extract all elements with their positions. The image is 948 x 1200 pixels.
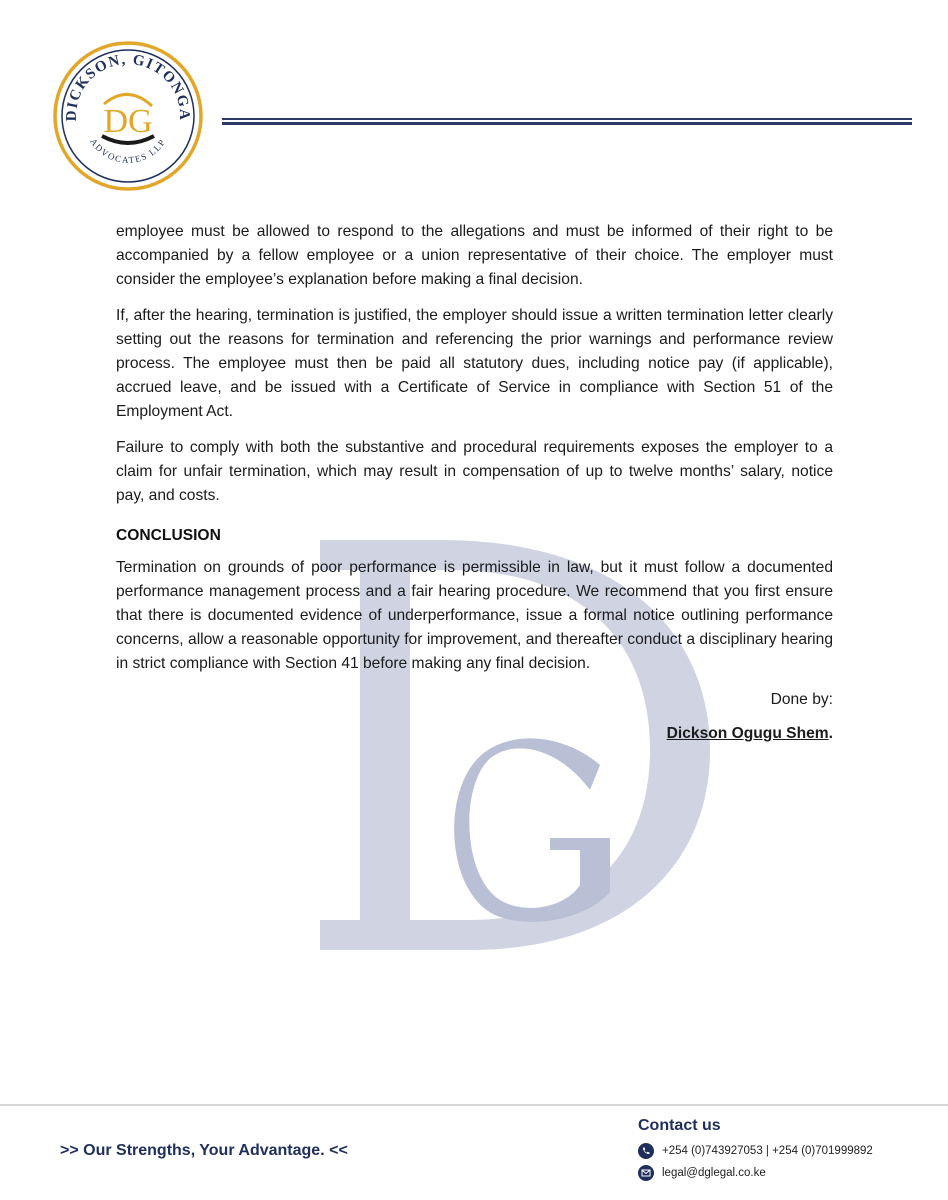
email-link[interactable]: legal@dglegal.co.ke <box>662 1167 766 1179</box>
logo-monogram: DG <box>103 103 153 140</box>
logo-bottom-text: ADVOCATES LLP <box>88 136 168 166</box>
done-by-label: Done by: <box>770 691 833 708</box>
signoff <box>116 688 833 746</box>
footer-rule <box>0 1104 948 1106</box>
contact-title: Contact us <box>638 1117 721 1134</box>
header-rule <box>222 118 912 128</box>
contact-block <box>638 1117 938 1187</box>
firm-logo <box>52 40 204 192</box>
logo-top-text: DICKSON, GITONGA <box>63 51 193 122</box>
body-paragraph: Failure to comply with both the substantive and procedural requirements exposes the employer to a claim for unfair termination, which may result in compensation of up to twelve months’ salary, notice pay, and costs. <box>116 439 833 504</box>
signatory-suffix: . <box>828 725 833 742</box>
signatory-name: Dickson Ogugu Shem <box>666 725 829 742</box>
body-paragraph: employee must be allowed to respond to the allegations and must be informed of their right to be accompanied by a fellow employee or a union representative of their choice. The employer must consider the employee’s explanation before making a final decision. <box>116 223 833 288</box>
phone-icon <box>638 1143 654 1159</box>
conclusion-paragraph: Termination on grounds of poor performance is permissible in law, but it must follow a documented performance management process and a fair hearing procedure. We recommend that you first ensure that there is documented evidence of underperformance, issue a formal notice outlining performance concerns, allow a reasonable opportunity for improvement, and thereafter conduct a disciplinary hearing in strict compliance with Section 41 before making any final decision. <box>116 559 833 672</box>
letter-body <box>116 220 833 746</box>
email-row <box>638 1165 938 1181</box>
conclusion-heading: CONCLUSION <box>116 527 221 544</box>
signatory <box>116 722 833 746</box>
body-paragraph: If, after the hearing, termination is justified, the employer should issue a written termination letter clearly setting out the reasons for termination and referencing the prior warnings and performance review process. The employee must then be paid all statutory dues, including notice pay (if applicable), accrued leave, and be issued with a Certificate of Service in compliance with Section 51 of the Employment Act. <box>116 307 833 420</box>
phone-numbers: +254 (0)743927053 | +254 (0)701999892 <box>662 1145 873 1157</box>
footer-tagline: >> Our Strengths, Your Advantage. << <box>60 1142 348 1159</box>
phone-row <box>638 1143 938 1159</box>
email-icon <box>638 1165 654 1181</box>
